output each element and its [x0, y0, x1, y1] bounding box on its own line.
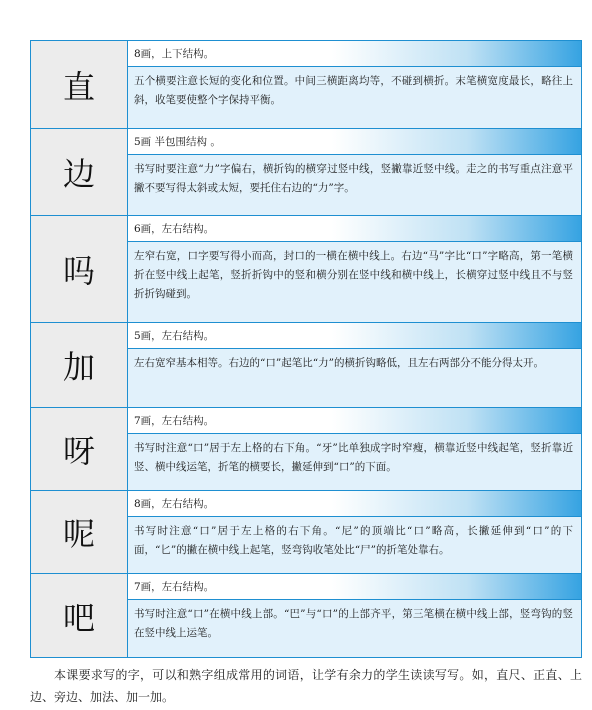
writing-tips-text: 左窄右宽，口字要写得小而高，封口的一横在横中线上。右边“马”字比“口”字略高，第一笔横折在竖中线上起笔，竖折折钩中的竖和横分别在竖中线和横中线上，长横穿过竖中线且不与竖折折钩碰到。 — [128, 242, 581, 322]
info-cells — [128, 323, 581, 407]
info-cells — [128, 574, 581, 657]
table-row — [31, 490, 581, 573]
stroke-structure-text: 8画，上下结构。 — [128, 41, 581, 67]
stroke-structure-text: 5画 半包围结构 。 — [128, 129, 581, 155]
table-row — [31, 41, 581, 128]
character-cell: 边 — [31, 129, 128, 215]
table-row — [31, 215, 581, 322]
stroke-structure-text: 7画，左右结构。 — [128, 408, 581, 434]
character-cell: 呢 — [31, 491, 128, 573]
info-cells — [128, 216, 581, 322]
writing-tips-text: 左右宽窄基本相等。右边的“口”起笔比“力”的横折钩略低，且左右两部分不能分得太开。 — [128, 349, 581, 407]
character-cell: 加 — [31, 323, 128, 407]
writing-tips-text: 书写时要注意“力”字偏右，横折钩的横穿过竖中线，竖撇靠近竖中线。走之的书写重点注意平撇不要写得太斜或太短，要托住右边的“力”字。 — [128, 155, 581, 215]
footer-paragraph: 本课要求写的字，可以和熟字组成常用的词语，让学有余力的学生读读写写。如，直尺、正直、上边、旁边、加法、加一加。 — [30, 668, 582, 704]
stroke-structure-text: 8画，左右结构。 — [128, 491, 581, 517]
character-cell: 吗 — [31, 216, 128, 322]
writing-tips-text: 五个横要注意长短的变化和位置。中间三横距离均等，不碰到横折。末笔横宽度最长，略往上斜，收笔要使整个字保持平衡。 — [128, 67, 581, 128]
character-cell: 呀 — [31, 408, 128, 490]
stroke-structure-text: 7画，左右结构。 — [128, 574, 581, 600]
character-cell: 吧 — [31, 574, 128, 657]
writing-tips-text: 书写时注意“口”居于左上格的右下角。“牙”比单独成字时窄瘦，横靠近竖中线起笔，竖折靠近竖、横中线运笔，折笔的横要长，撇延伸到“口”的下面。 — [128, 434, 581, 490]
table-row — [31, 407, 581, 490]
stroke-structure-text: 5画，左右结构。 — [128, 323, 581, 349]
stroke-structure-text: 6画，左右结构。 — [128, 216, 581, 242]
character-cell: 直 — [31, 41, 128, 128]
info-cells — [128, 408, 581, 490]
info-cells — [128, 491, 581, 573]
table-row — [31, 322, 581, 407]
info-cells — [128, 129, 581, 215]
table-row — [31, 573, 581, 657]
table-row — [31, 128, 581, 215]
character-table — [30, 40, 582, 658]
writing-tips-text: 书写时注意“口”居于左上格的右下角。“尼”的顶端比“口”略高，长撇延伸到“口”的下面，“匕”的撇在横中线上起笔，竖弯钩收笔处比“尸”的折笔处靠右。 — [128, 517, 581, 573]
writing-tips-text: 书写时注意“口”在横中线上部。“巴”与“口”的上部齐平，第三笔横在横中线上部，竖弯钩的竖在竖中线上运笔。 — [128, 600, 581, 657]
info-cells — [128, 41, 581, 128]
